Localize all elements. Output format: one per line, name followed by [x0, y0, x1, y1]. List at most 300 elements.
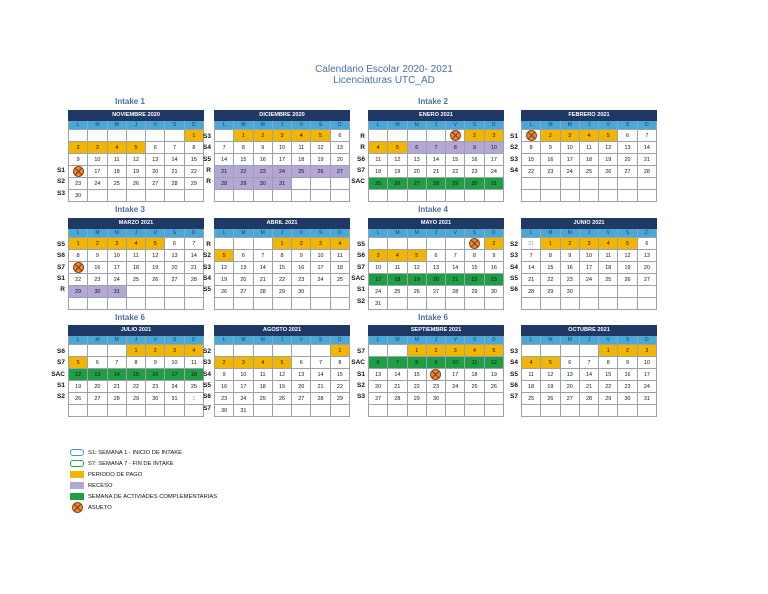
day-cell: 8 — [234, 142, 253, 154]
day-cell — [107, 405, 126, 417]
day-cell: 1 — [234, 130, 253, 142]
week-label: S3 — [510, 155, 518, 163]
legend-text: ASUETO — [88, 504, 112, 511]
day-cell: 30 — [426, 393, 445, 405]
day-cell: 3 — [484, 130, 503, 142]
day-cell: 2 — [465, 130, 484, 142]
day-cell — [541, 298, 560, 310]
day-cell: 14 — [522, 262, 541, 274]
day-cell: 6 — [292, 357, 311, 369]
week-label: R — [206, 166, 211, 174]
day-cell: 22 — [522, 166, 541, 178]
day-cell — [465, 393, 484, 405]
day-cell: 12 — [618, 250, 637, 262]
day-cell: 25 — [522, 393, 541, 405]
day-cell: 16 — [618, 369, 637, 381]
day-cell: 15 — [599, 369, 618, 381]
day-cell: 24 — [560, 166, 579, 178]
day-cell: 19 — [484, 369, 503, 381]
day-cell: 20 — [165, 262, 184, 274]
day-cell: 29 — [126, 393, 145, 405]
weekday-header: L — [522, 121, 541, 130]
weekday-header: D — [330, 336, 349, 345]
weekday-header: V — [146, 121, 165, 130]
day-cell: 13 — [330, 142, 349, 154]
weekday-header: J — [579, 229, 598, 238]
month-calendar — [368, 110, 504, 202]
month-title: OCTUBRE 2021 — [522, 326, 657, 336]
week-label: S7 — [57, 263, 65, 271]
asueto-icon — [72, 502, 83, 513]
day-cell: 22 — [234, 166, 253, 178]
day-cell: 24 — [484, 166, 503, 178]
day-cell: 7 — [107, 357, 126, 369]
day-cell: 15 — [330, 369, 349, 381]
day-cell — [388, 238, 407, 250]
day-cell — [292, 190, 311, 202]
day-cell: 18 — [253, 381, 272, 393]
legend-item — [70, 447, 217, 458]
day-cell: 30 — [465, 178, 484, 190]
intake-label: Intake 6 — [418, 313, 448, 322]
day-cell: 21 — [388, 381, 407, 393]
day-cell: 11 — [369, 154, 388, 166]
day-cell: 27 — [407, 178, 426, 190]
day-cell — [126, 286, 145, 298]
day-cell: 23 — [69, 178, 88, 190]
week-label: S5 — [357, 241, 365, 248]
weekday-header: L — [215, 121, 234, 130]
day-cell: 26 — [407, 286, 426, 298]
weekday-header: M — [388, 336, 407, 345]
day-cell: 3 — [165, 345, 184, 357]
day-cell: 11 — [292, 142, 311, 154]
day-cell: 6 — [369, 357, 388, 369]
week-label: S2 — [510, 144, 518, 152]
weekday-header: M — [560, 121, 579, 130]
day-cell: 19 — [146, 262, 165, 274]
day-cell — [618, 190, 637, 202]
month-title: JUNIO 2021 — [522, 219, 657, 229]
day-cell: 23 — [465, 166, 484, 178]
day-cell — [522, 405, 541, 417]
day-cell: 16 — [88, 262, 107, 274]
week-label: R — [206, 178, 211, 186]
day-cell: 28 — [426, 178, 445, 190]
day-cell: 24 — [637, 381, 656, 393]
day-cell: 3 — [234, 357, 253, 369]
day-cell — [253, 345, 272, 357]
day-cell: 20 — [369, 381, 388, 393]
day-cell: 29 — [330, 393, 349, 405]
weekday-header: M — [88, 229, 107, 238]
day-cell: 11 — [599, 250, 618, 262]
day-cell: 7 — [215, 142, 234, 154]
day-cell: 28 — [637, 166, 656, 178]
day-cell — [541, 190, 560, 202]
day-cell: 8 — [522, 142, 541, 154]
day-cell: 23 — [560, 274, 579, 286]
day-cell — [369, 238, 388, 250]
day-cell: 10 — [272, 142, 291, 154]
day-cell — [426, 405, 445, 417]
weekday-header: L — [369, 336, 388, 345]
weekday-header: L — [69, 121, 88, 130]
week-label: S5 — [203, 381, 211, 389]
day-cell — [165, 130, 184, 142]
day-cell — [272, 190, 291, 202]
day-cell: 21 — [165, 166, 184, 178]
day-cell: 14 — [107, 369, 126, 381]
month-title: SEPTIEMBRE 2021 — [369, 326, 504, 336]
legend — [70, 447, 217, 513]
day-cell: 20 — [234, 274, 253, 286]
day-cell: 4 — [253, 357, 272, 369]
day-cell: 12 — [215, 262, 234, 274]
day-cell — [407, 238, 426, 250]
day-cell: 6 — [618, 130, 637, 142]
day-cell — [618, 286, 637, 298]
legend-swatch — [70, 460, 84, 467]
weekday-header: M — [253, 336, 272, 345]
day-cell: 21 — [637, 154, 656, 166]
day-cell: 9 — [215, 369, 234, 381]
day-cell: 27 — [618, 166, 637, 178]
day-cell: 8 — [184, 142, 203, 154]
day-cell: 27 — [369, 393, 388, 405]
day-cell: 20 — [88, 381, 107, 393]
week-label: S5 — [203, 155, 211, 163]
weekday-header: M — [560, 229, 579, 238]
day-cell — [165, 286, 184, 298]
day-cell — [522, 130, 541, 142]
day-cell: 8 — [126, 357, 145, 369]
day-cell: 23 — [253, 166, 272, 178]
week-label: S2 — [57, 178, 65, 186]
day-cell — [184, 190, 203, 202]
day-cell: 29 — [541, 286, 560, 298]
day-cell — [560, 178, 579, 190]
weekday-header: S — [311, 121, 330, 130]
week-label: S7 — [357, 263, 365, 271]
day-cell: 7 — [184, 238, 203, 250]
day-cell — [541, 405, 560, 417]
day-cell — [69, 130, 88, 142]
day-cell: 11 — [330, 250, 349, 262]
day-cell: 19 — [311, 154, 330, 166]
day-cell: 13 — [369, 369, 388, 381]
day-cell — [69, 345, 88, 357]
week-label: S7 — [57, 359, 65, 367]
asueto-icon — [430, 369, 441, 380]
day-cell: 27 — [292, 393, 311, 405]
day-cell — [107, 130, 126, 142]
day-cell — [69, 262, 88, 274]
day-cell: 20 — [146, 166, 165, 178]
day-cell: 30 — [88, 286, 107, 298]
weekday-header: M — [88, 336, 107, 345]
day-cell: 17 — [637, 369, 656, 381]
legend-text: SEMANA DE ACTIVIADES COMPLEMENTARIAS — [88, 493, 218, 500]
weekday-header: V — [446, 336, 465, 345]
day-cell: 5 — [146, 238, 165, 250]
weekday-header: L — [522, 229, 541, 238]
day-cell — [272, 405, 291, 417]
day-cell: 2 — [69, 142, 88, 154]
month-title: FEBRERO 2021 — [522, 111, 657, 121]
day-cell: 28 — [388, 393, 407, 405]
day-cell: 22 — [599, 381, 618, 393]
day-cell: 7 — [579, 357, 598, 369]
day-cell: 2 — [426, 345, 445, 357]
day-cell: 6 — [407, 142, 426, 154]
day-cell: 6 — [88, 357, 107, 369]
day-cell: 18 — [292, 154, 311, 166]
weekday-header: S — [311, 229, 330, 238]
day-cell: 13 — [637, 250, 656, 262]
day-cell: 20 — [292, 381, 311, 393]
week-label: S6 — [357, 155, 365, 163]
day-cell: 2 — [541, 130, 560, 142]
legend-text: S7: SEMANA 7 - FIN DE INTAKE — [88, 460, 174, 467]
day-cell — [311, 190, 330, 202]
day-cell — [560, 298, 579, 310]
day-cell: 30 — [69, 190, 88, 202]
day-cell — [272, 345, 291, 357]
day-cell: 17 — [107, 262, 126, 274]
day-cell — [330, 190, 349, 202]
day-cell — [465, 190, 484, 202]
weekday-header: M — [88, 121, 107, 130]
weekday-header: J — [272, 229, 291, 238]
day-cell: 21 — [253, 274, 272, 286]
day-cell: 1 — [407, 345, 426, 357]
day-cell: 5 — [311, 130, 330, 142]
intake-label: Intake 3 — [115, 205, 145, 214]
day-cell: 4 — [522, 357, 541, 369]
day-cell: 27 — [426, 286, 445, 298]
day-cell: 25 — [330, 274, 349, 286]
day-cell: 29 — [407, 393, 426, 405]
day-cell: 30 — [618, 393, 637, 405]
day-cell: 1 — [541, 238, 560, 250]
intake-label: Intake 2 — [418, 97, 448, 106]
week-label: S5 — [510, 370, 518, 378]
day-cell: 2 — [146, 345, 165, 357]
weekday-header: V — [146, 336, 165, 345]
day-cell: 17 — [579, 262, 598, 274]
day-cell: 22 — [272, 274, 291, 286]
weekday-header: D — [637, 121, 656, 130]
week-label: S1 — [57, 166, 65, 174]
week-label: SAC — [51, 370, 65, 378]
day-cell: 17 — [560, 154, 579, 166]
day-cell — [407, 405, 426, 417]
day-cell: 25 — [465, 381, 484, 393]
day-cell — [465, 298, 484, 310]
day-cell: 1 — [184, 130, 203, 142]
week-label: S7 — [357, 348, 365, 355]
day-cell — [599, 405, 618, 417]
week-label: S7 — [357, 166, 365, 174]
day-cell — [146, 405, 165, 417]
month-calendar — [214, 325, 350, 417]
weekday-header: S — [165, 229, 184, 238]
week-label: S1 — [57, 381, 65, 389]
day-cell: 23 — [426, 381, 445, 393]
day-cell: 14 — [446, 262, 465, 274]
day-cell: 15 — [446, 154, 465, 166]
day-cell — [69, 298, 88, 310]
month-title: AGOSTO 2021 — [215, 326, 350, 336]
week-label: S3 — [510, 348, 518, 355]
day-cell: 28 — [165, 178, 184, 190]
day-cell: 16 — [484, 262, 503, 274]
week-label: S2 — [57, 393, 65, 401]
week-label: R — [360, 133, 365, 140]
weekday-header: S — [465, 336, 484, 345]
day-cell — [88, 345, 107, 357]
day-cell: 30 — [484, 286, 503, 298]
day-cell: 5 — [272, 357, 291, 369]
asueto-icon — [73, 262, 84, 273]
day-cell: 24 — [272, 166, 291, 178]
day-cell: 19 — [388, 166, 407, 178]
day-cell: 25 — [388, 286, 407, 298]
day-cell — [146, 190, 165, 202]
legend-item — [70, 458, 217, 469]
day-cell: 11 — [107, 154, 126, 166]
day-cell: 3 — [446, 345, 465, 357]
day-cell: 16 — [146, 369, 165, 381]
day-cell: 8 — [465, 250, 484, 262]
day-cell — [311, 286, 330, 298]
day-cell — [215, 298, 234, 310]
asueto-icon — [526, 130, 537, 141]
weekday-header: J — [426, 121, 445, 130]
asueto-icon — [450, 130, 461, 141]
day-cell — [272, 298, 291, 310]
day-cell: 27 — [560, 393, 579, 405]
day-cell: 10 — [311, 250, 330, 262]
weekday-header: J — [272, 336, 291, 345]
day-cell — [465, 238, 484, 250]
day-cell: 25 — [369, 178, 388, 190]
day-cell: 7 — [637, 130, 656, 142]
day-cell — [369, 130, 388, 142]
week-label: S1 — [510, 133, 518, 140]
month-title: DICIEMBRE 2020 — [215, 111, 350, 121]
day-cell: 22 — [69, 274, 88, 286]
day-cell: 17 — [88, 166, 107, 178]
day-cell — [253, 405, 272, 417]
day-cell: 5 — [215, 250, 234, 262]
day-cell: 17 — [446, 369, 465, 381]
week-label: S1 — [357, 286, 365, 294]
day-cell: 22 — [184, 166, 203, 178]
day-cell: 15 — [184, 154, 203, 166]
day-cell: 8 — [446, 142, 465, 154]
day-cell: 14 — [253, 262, 272, 274]
weekday-header: J — [126, 336, 145, 345]
day-cell: 28 — [184, 274, 203, 286]
day-cell: 24 — [165, 381, 184, 393]
month-calendar — [214, 110, 350, 202]
day-cell: 13 — [560, 369, 579, 381]
day-cell: 20 — [560, 381, 579, 393]
day-cell — [446, 190, 465, 202]
weekday-header: M — [234, 229, 253, 238]
day-cell — [369, 405, 388, 417]
day-cell: 15 — [541, 262, 560, 274]
weekday-header: V — [292, 336, 311, 345]
day-cell — [215, 238, 234, 250]
day-cell — [253, 190, 272, 202]
day-cell: 9 — [484, 250, 503, 262]
day-cell — [88, 190, 107, 202]
day-cell: 8 — [272, 250, 291, 262]
day-cell: 26 — [311, 166, 330, 178]
day-cell: 11 — [465, 357, 484, 369]
day-cell — [522, 178, 541, 190]
day-cell: 13 — [146, 154, 165, 166]
day-cell: 18 — [599, 262, 618, 274]
day-cell: 13 — [88, 369, 107, 381]
day-cell: 23 — [618, 381, 637, 393]
day-cell — [560, 190, 579, 202]
day-cell: 30 — [146, 393, 165, 405]
day-cell: 28 — [253, 286, 272, 298]
day-cell: 14 — [426, 154, 445, 166]
day-cell: 17 — [165, 369, 184, 381]
weekday-header: S — [165, 121, 184, 130]
weekday-header: D — [330, 121, 349, 130]
day-cell: 3 — [88, 142, 107, 154]
day-cell — [579, 190, 598, 202]
day-cell: 15 — [465, 262, 484, 274]
weekday-header: S — [465, 121, 484, 130]
week-label: S5 — [203, 286, 211, 294]
day-cell — [599, 190, 618, 202]
day-cell: 22 — [330, 381, 349, 393]
day-cell: 23 — [88, 274, 107, 286]
day-cell: 18 — [107, 166, 126, 178]
week-label: S5 — [510, 274, 518, 282]
day-cell — [446, 130, 465, 142]
week-label: S2 — [510, 241, 518, 248]
day-cell: 23 — [215, 393, 234, 405]
day-cell: 25 — [599, 274, 618, 286]
day-cell: 7 — [446, 250, 465, 262]
day-cell — [579, 345, 598, 357]
weekday-header: M — [541, 121, 560, 130]
day-cell — [388, 405, 407, 417]
day-cell: 24 — [446, 381, 465, 393]
day-cell: 14 — [637, 142, 656, 154]
day-cell: 1 — [184, 393, 203, 405]
day-cell: 21 — [311, 381, 330, 393]
day-cell: 28 — [215, 178, 234, 190]
day-cell: 17 — [272, 154, 291, 166]
day-cell — [579, 286, 598, 298]
day-cell: 5 — [407, 250, 426, 262]
day-cell: 29 — [446, 178, 465, 190]
day-cell — [637, 178, 656, 190]
week-label: S6 — [203, 393, 211, 401]
day-cell: 31 — [484, 178, 503, 190]
day-cell — [637, 405, 656, 417]
day-cell: 18 — [522, 381, 541, 393]
